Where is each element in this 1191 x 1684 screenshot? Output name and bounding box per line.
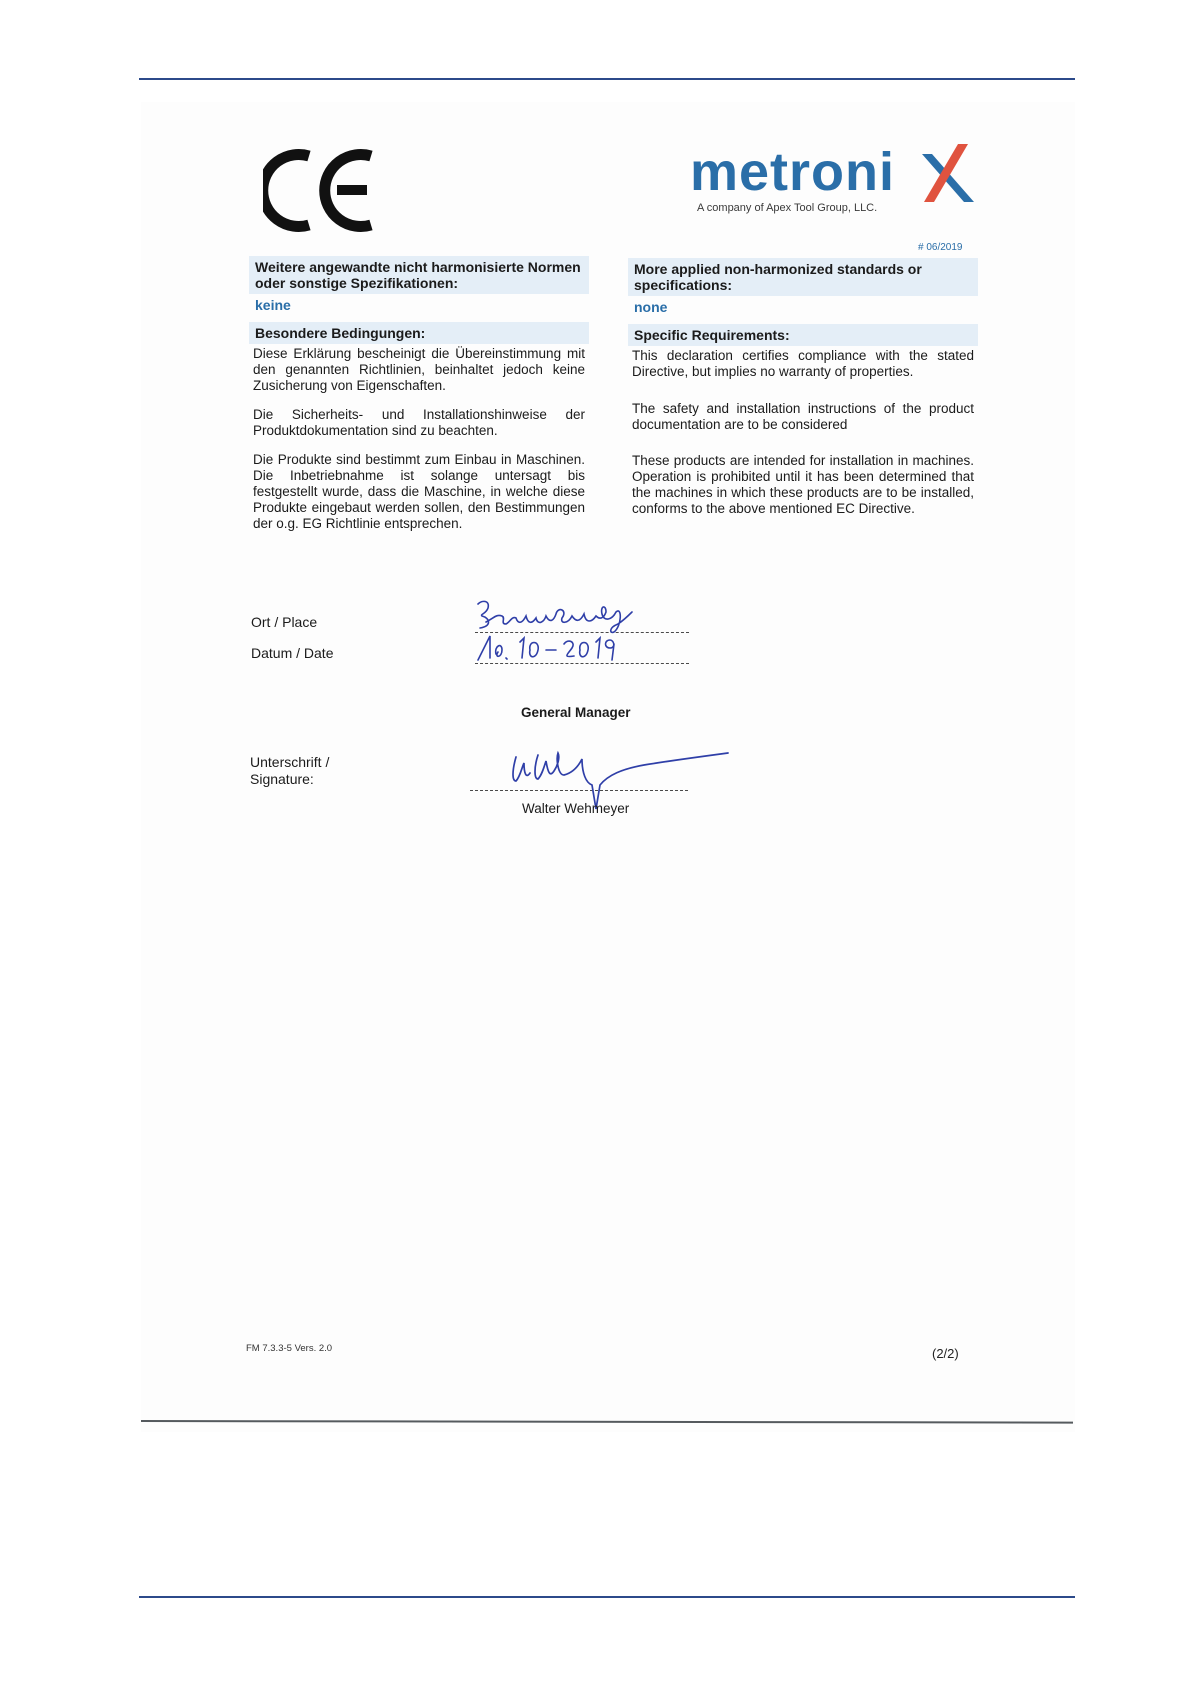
requirements-heading-de: Besondere Bedingungen: (249, 322, 589, 344)
metronix-logo (690, 140, 980, 220)
logo-x-icon (918, 144, 974, 206)
ce-mark-icon (263, 148, 378, 233)
paragraph-en-3: These products are intended for installation in machines. Operation is prohibited until it has been determined that the machines in which these products are to be installed, conforms to the above mentioned EC Directive. (632, 453, 974, 516)
standards-heading-en: More applied non-harmonized standards or specifications: (628, 258, 978, 296)
logo-subtitle: A company of Apex Tool Group, LLC. (697, 202, 878, 214)
paragraph-de-1: Diese Erklärung bescheinigt die Übereinstimmung mit den genannten Richtlinien, beinhaltet jedoch keine Zusicherung von Eigenschaften. (253, 346, 585, 393)
page-indicator: (2/2) (932, 1346, 959, 1361)
signatory-name: Walter Wehmeyer (522, 801, 630, 816)
standards-value-en: none (634, 299, 668, 315)
signatory-role: General Manager (521, 705, 631, 720)
top-rule (139, 78, 1075, 80)
standards-value-de: keine (255, 297, 291, 313)
handwritten-date (468, 632, 628, 664)
signature-label-line-1: Unterschrift / (250, 754, 330, 770)
bottom-rule (139, 1596, 1075, 1598)
requirements-heading-en: Specific Requirements: (628, 324, 978, 346)
form-version: FM 7.3.3-5 Vers. 2.0 (246, 1343, 333, 1354)
paragraph-de-2: Die Sicherheits- und Installationshinweise der Produktdokumentation sind zu beachten. (253, 407, 585, 438)
signature-label-line-2: Signature: (250, 771, 314, 787)
handwritten-place (472, 596, 652, 636)
place-label: Ort / Place (251, 614, 318, 630)
logo-wordmark: metroni (690, 142, 896, 202)
date-label: Datum / Date (251, 645, 334, 661)
right-column (628, 258, 978, 517)
paragraph-en-2: The safety and installation instructions of the product documentation are to be considered (632, 401, 974, 432)
standards-heading-de: Weitere angewandte nicht harmonisierte Normen oder sonstige Spezifikationen: (249, 256, 589, 294)
paragraph-en-1: This declaration certifies compliance with the stated Directive, but implies no warranty of properties. (632, 348, 974, 379)
document-number: # 06/2019 (918, 242, 963, 253)
left-column (249, 256, 589, 532)
paragraph-de-3: Die Produkte sind bestimmt zum Einbau in Maschinen. Die Inbetriebnahme ist solange untersagt bis festgestellt wurde, dass die Maschine, in welche diese Produkte eingebaut werden sollen, den Bestimmungen der o.g. EG Richtlinie entsprechen. (253, 452, 585, 531)
